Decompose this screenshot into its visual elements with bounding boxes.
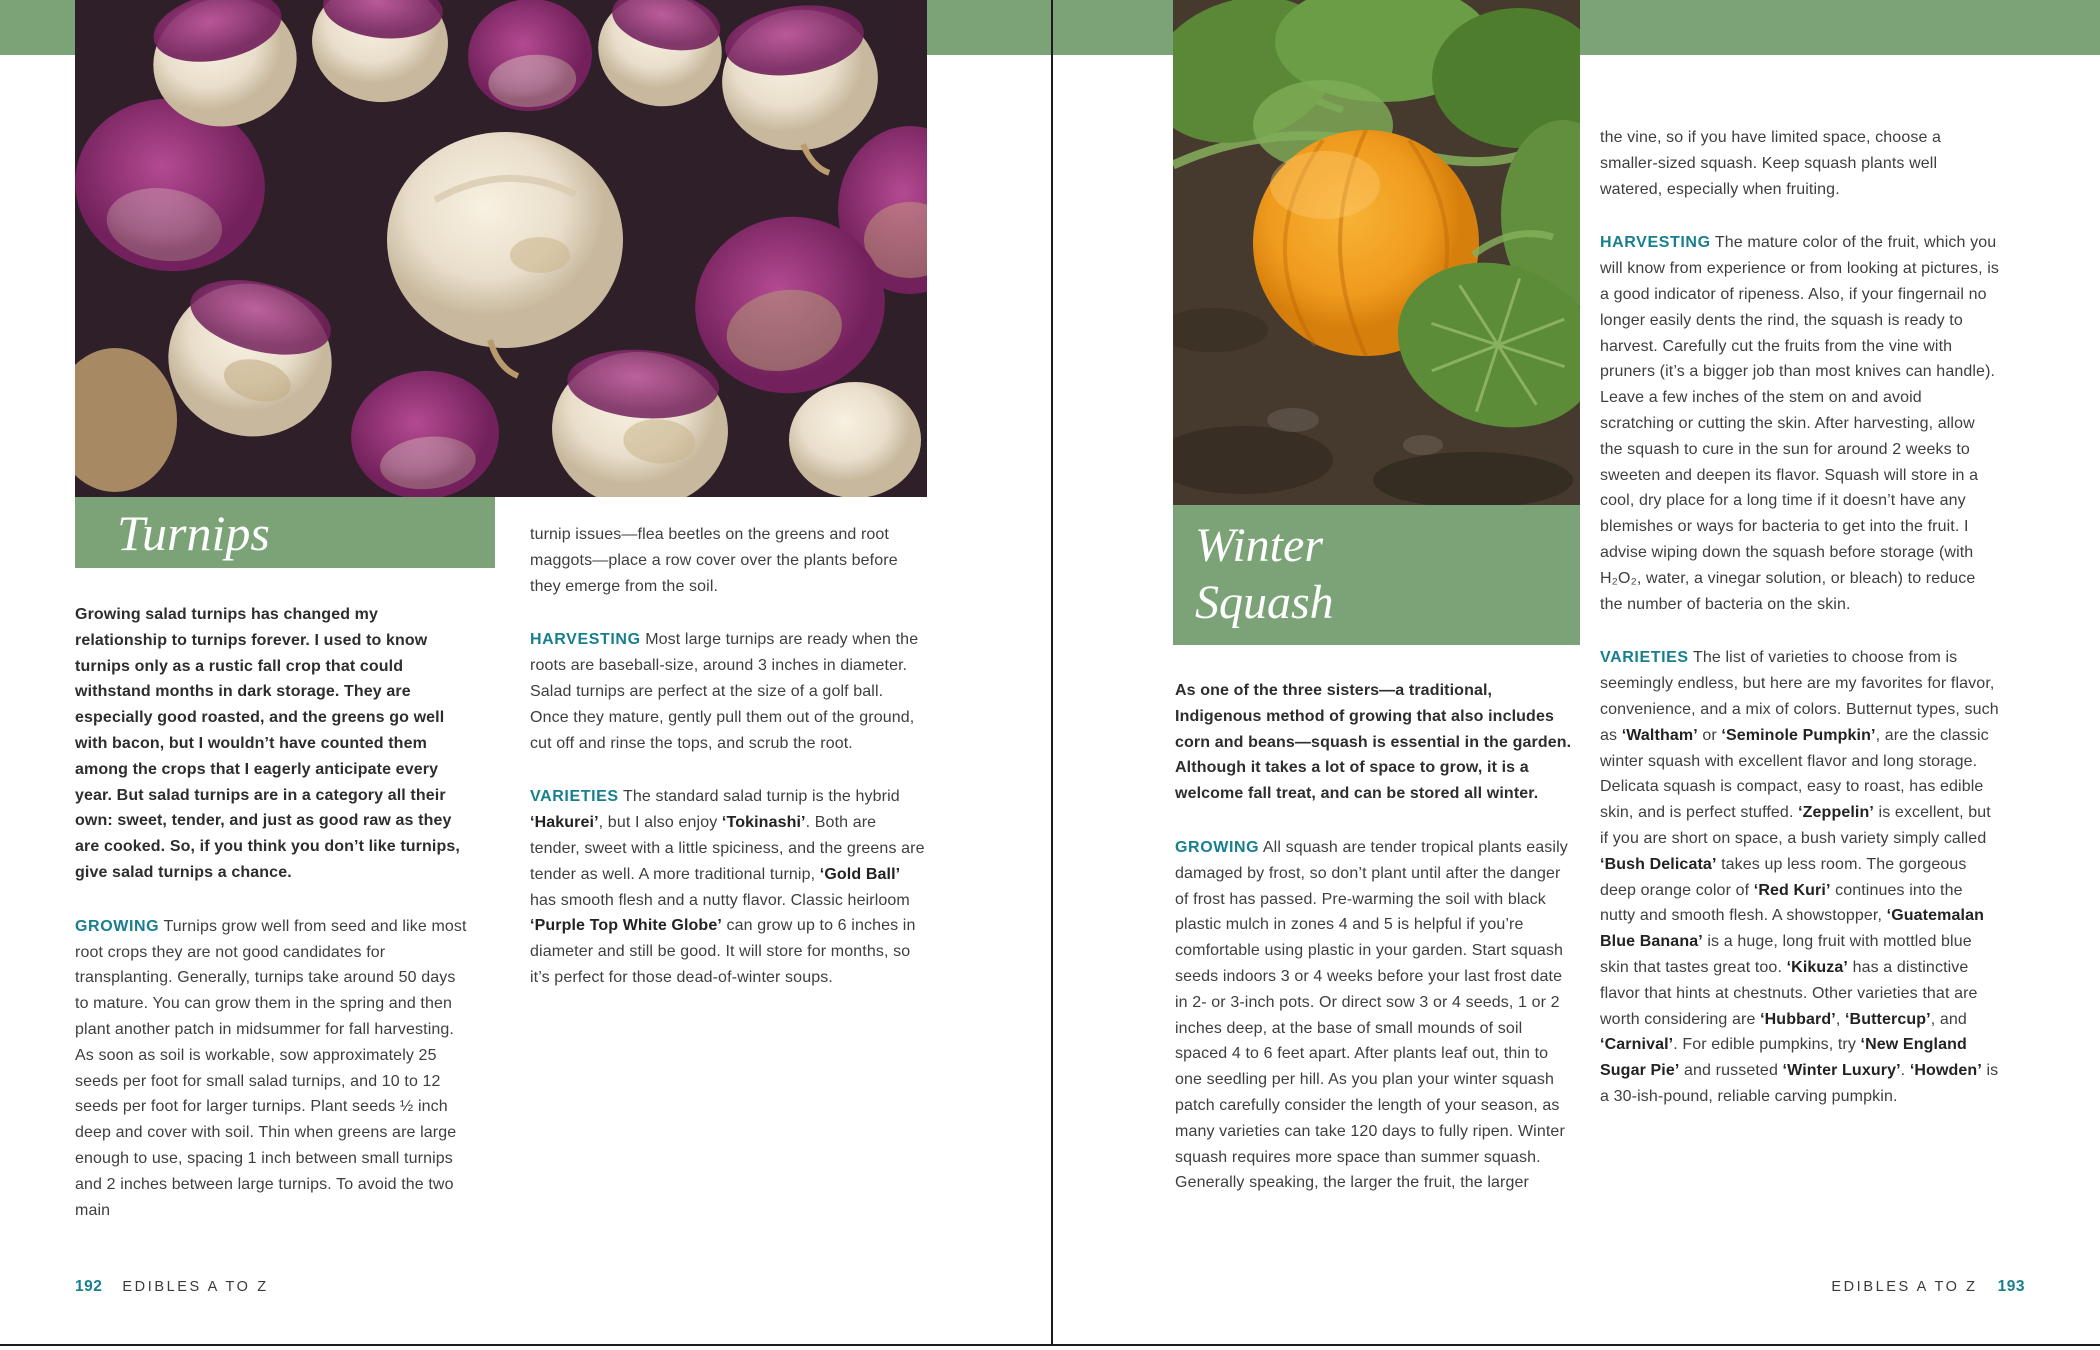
turnips-continuation-paragraph: turnip issues—flea beetles on the greens and root maggots—place a row cover over the plants before they emerge from the soil. (530, 526, 898, 595)
winter-squash-photo (1173, 0, 1580, 505)
winter-squash-title-banner (1173, 505, 1580, 645)
left-page-footer (75, 1278, 269, 1296)
squash-continuation-paragraph: the vine, so if you have limited space, choose a smaller-sized squash. Keep squash plants well watered, especially when fruiting. (1600, 129, 1942, 198)
turnips-intro-paragraph: Growing salad turnips has changed my relationship to turnips forever. I used to know turnips only as a rustic fall crop that could withstand months in dark storage. They are especially good roasted, and the greens go well with bacon, but I wouldn’t have counted them among the crops that I eagerly anticipate every year. But salad turnips are in a category all their own: sweet, tender, and just as good raw as they are cooked. So, if you think you don’t like turnips, give salad turnips a chance. (75, 606, 460, 881)
growing-text: All squash are tender tropical plants easily damaged by frost, so don’t plant until after the danger of frost has passed. Pre-warming the soil with black plastic mulch in zones 4 and 5 is helpful if you’re comfortable using plastic in your garden. Start squash seeds indoors 3 or 4 weeks before your last frost date in 2- or 3-inch pots. Or direct sow 3 or 4 seeds, 1 or 2 inches deep, at the base of small mounds of soil spaced 4 to 6 feet apart. After plants leaf out, thin to one seedling per hill. As you plan your winter squash patch carefully consider the length of your season, as many varieties can take 120 days to fully ripen. Winter squash requires more space than summer squash. Generally speaking, the larger the fruit, the larger (1175, 838, 1568, 1192)
squash-harvesting-paragraph (1600, 230, 2000, 617)
varieties-heading: VARIETIES (530, 788, 619, 806)
harvesting-heading: HARVESTING (530, 631, 641, 649)
turnips-growing-paragraph (75, 914, 471, 1224)
right-page-footer (1831, 1278, 2025, 1296)
right-page-number: 193 (1997, 1278, 2025, 1295)
turnips-varieties-paragraph (530, 784, 926, 990)
turnips-photo-illustration (75, 0, 927, 497)
squash-growing-paragraph (1175, 835, 1575, 1196)
left-footer-label: EDIBLES A TO Z (122, 1279, 269, 1295)
winter-squash-photo-illustration (1173, 0, 1580, 505)
right-column-2 (1600, 125, 2000, 1138)
harvesting-text: The mature color of the fruit, which you will know from experience or from looking at pictures, is a good indicator of ripeness. Also, if your fingernail no longer easily dents the rind, the squash is ready to harvest. Carefully cut the fruits from the vine with pruners (it’s a bigger job than most knives can handle). Leave a few inches of the stem on and avoid scratching or cutting the skin. After harvesting, allow the squash to cure in the sun for around 2 weeks to sweeten and deepen its flavor. Squash will store in a cool, dry place for a long time if it doesn’t have any blemishes or ways for bacteria to get into the fruit. I advise wiping down the squash before storage (with H₂O₂, water, a vinegar solution, or bleach) to reduce the number of bacteria on the skin. (1600, 234, 1999, 613)
left-column-2 (530, 522, 926, 1019)
growing-text: Turnips grow well from seed and like most root crops they are not good candidates for transplanting. Generally, turnips take around 50 days to mature. You can grow them in the spring and then plant another patch in midsummer for fall harvesting. As soon as soil is workable, sow approximately 25 seeds per foot for small salad turnips, and 10 to 12 seeds per foot for larger turnips. Plant seeds ½ inch deep and cover with soil. Thin when greens are large enough to use, spacing 1 inch between small turnips and 2 inches between large turnips. To avoid the two main (75, 917, 467, 1219)
right-column-1 (1175, 678, 1575, 1224)
varieties-heading: VARIETIES (1600, 649, 1689, 667)
squash-intro-paragraph: As one of the three sisters—a traditional, Indigenous method of growing that also includes corn and beans—squash is essential in the garden. Although it takes a lot of space to grow, it is a welcome fall treat, and can be stored all winter. (1175, 682, 1572, 803)
squash-varieties-paragraph (1600, 645, 2000, 1109)
turnips-harvesting-paragraph (530, 627, 926, 756)
right-page-title-line1: Winter (1195, 519, 1323, 572)
varieties-text: The list of varieties to choose from is seemingly endless, but here are my favorites for flavor, convenience, and a mix of colors. Butternut types, such as ‘Waltham’ or ‘Seminole Pumpkin’, are the classic winter squash with excellent flavor and long storage. Delicata squash is compact, easy to roast, has edible skin, and is perfect stuffed. ‘Zeppelin’ is excellent, but if you are short on space, a bush variety simply called ‘Bush Delicata’ takes up less room. The gorgeous deep orange color of ‘Red Kuri’ continues into the nutty and smooth flesh. A showstopper, ‘Guatemalan Blue Banana’ is a huge, long fruit with mottled blue skin that tastes great too. ‘Kikuza’ has a distinctive flavor that hints at chestnuts. Other varieties that are worth considering are ‘Hubbard’, ‘Buttercup’, and ‘Carnival’. For edible pumpkins, try ‘New England Sugar Pie’ and russeted ‘Winter Luxury’. ‘Howden’ is a 30-ish-pound, reliable carving pumpkin. (1600, 649, 1999, 1105)
turnips-title-banner (75, 497, 495, 568)
turnips-photo (75, 0, 927, 497)
harvesting-heading: HARVESTING (1600, 234, 1711, 252)
bottom-rule-line (0, 1344, 2100, 1346)
left-page-number: 192 (75, 1278, 103, 1295)
varieties-text: The standard salad turnip is the hybrid ‘Hakurei’, but I also enjoy ‘Tokinashi’. Both are tender, sweet with a little spiciness, and the greens are tender as well. A more traditional turnip, ‘Gold Ball’ has smooth flesh and a nutty flavor. Classic heirloom ‘Purple Top White Globe’ can grow up to 6 inches in diameter and still be good. It will store for months, so it’s perfect for those dead-of-winter soups. (530, 788, 925, 986)
harvesting-text: Most large turnips are ready when the roots are baseball-size, around 3 inches in diameter. Salad turnips are perfect at the size of a golf ball. Once they mature, gently pull them out of the ground, cut off and rinse the tops, and scrub the root. (530, 631, 919, 752)
growing-heading: GROWING (1175, 838, 1260, 856)
left-page-title: Turnips (117, 504, 270, 561)
page-divider-line (1051, 0, 1053, 1345)
growing-heading: GROWING (75, 917, 160, 935)
right-page-title-line2: Squash (1195, 576, 1334, 629)
left-column-1 (75, 602, 471, 1251)
right-footer-label: EDIBLES A TO Z (1831, 1279, 1978, 1295)
